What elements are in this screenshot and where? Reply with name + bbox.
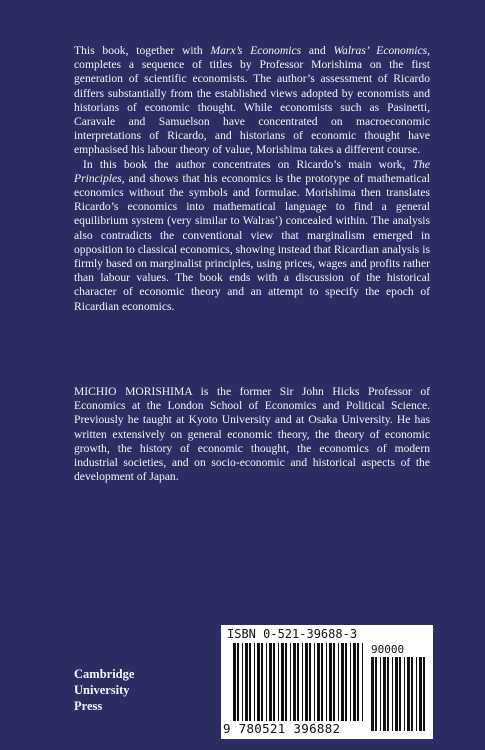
blurb-text: and [301, 44, 334, 57]
blurb-text: , completes a sequence of titles by Professor Morishima on the first generation of scientific economists. The author’s assessment of Ricardo differs substantially from the established views adopted by economists and historians of economic thought. While economists such as Pasinetti, Caravale and Samuelson have concentrated on macroeconomic interpretations of Ricardo, and historians of economic thought have emphasised his labour theory of value, Morishima takes a different course. [74, 44, 431, 157]
barcode-bar [278, 643, 279, 721]
barcode-bar [387, 657, 389, 731]
barcode-bar [345, 643, 347, 721]
barcode-label [221, 625, 433, 739]
barcode-bar [290, 643, 291, 721]
barcode-bar [237, 643, 239, 721]
book-title-marx: Marx’s Economics [210, 44, 302, 57]
barcode-bar [419, 657, 422, 731]
barcode-bar [326, 643, 327, 721]
barcode-bar [341, 643, 344, 721]
publisher-line-2: University [74, 683, 130, 697]
barcode-bar [233, 643, 236, 721]
barcode-bar [362, 643, 363, 721]
barcode-bar [338, 643, 339, 721]
barcode-bar [411, 657, 413, 731]
barcode-bar [321, 643, 323, 721]
barcode-bar [416, 657, 417, 731]
barcode-bar [269, 643, 272, 721]
barcode-bar [371, 657, 374, 731]
barcode-bar [242, 643, 243, 721]
author-bio-text: MICHIO MORISHIMA is the former Sir John Hicks Professor of Economics at the London School of Economics and Political Science. Previously he taught at Kyoto University and at Osaka University. He has written extensively on general economic theory, the theory of economic growth, the history of economic thought, the economics of modern industrial societies, and on socio-economic and historical aspects of the development of Japan. [74, 385, 430, 484]
barcode-bar [357, 643, 359, 721]
blurb-text: This book, together with [74, 44, 211, 57]
barcode-bar [302, 643, 303, 721]
barcode-bar [297, 643, 299, 721]
barcode-bar [245, 643, 248, 721]
blurb-paragraph-1 [74, 44, 430, 158]
blurb-text: In this book the author concentrates on Ricardo’s main work, [83, 157, 413, 171]
blurb [74, 44, 430, 314]
barcode-bar [317, 643, 320, 721]
blurb-paragraph-2 [74, 158, 430, 314]
barcode-bar [314, 643, 315, 721]
barcode-bar [353, 643, 356, 721]
barcode-bar [254, 643, 255, 721]
barcode-bar [266, 643, 267, 721]
barcode-bar [392, 657, 393, 731]
barcode-bar [380, 657, 381, 731]
ean-digits: 9 780521 396882 [223, 721, 341, 736]
isbn-text: ISBN 0-521-39688-3 [227, 627, 358, 641]
barcode-bar [404, 657, 405, 731]
book-title-principles: The Principles [74, 157, 430, 185]
barcode-bar [293, 643, 296, 721]
barcode-bar [375, 657, 377, 731]
barcode-bar [261, 643, 263, 721]
barcode-bar [309, 643, 311, 721]
barcode-bar [407, 657, 410, 731]
barcode-bar [423, 657, 425, 731]
book-title-walras: Walras’ Economics [333, 44, 428, 57]
publisher-logo [74, 666, 134, 714]
barcode-bar [395, 657, 398, 731]
barcode-bar [249, 643, 251, 721]
publisher-line-1: Cambridge [74, 667, 135, 681]
barcode-bar [281, 643, 284, 721]
barcode-bar [273, 643, 275, 721]
barcode-bar [257, 643, 260, 721]
barcode-bar [333, 643, 335, 721]
author-bio [74, 385, 430, 484]
barcode-bar [285, 643, 287, 721]
barcode-bar [399, 657, 401, 731]
barcode-bar [305, 643, 308, 721]
price-addon-digits: 90000 [371, 643, 405, 656]
publisher-line-3: Press [74, 699, 103, 713]
barcode-bar [350, 643, 351, 721]
barcode-bar [329, 643, 332, 721]
blurb-text: , and shows that his economics is the prototype of mathematical economics without the symbols and formulae. Morishima then translates Ricardo’s economics into mathematical language to find a general equilibrium system (very similar to Walras’) concealed within. The analysis also contradicts the conventional view that marginalism emerged in opposition to classical economics, showing instead that Ricardian analysis is firmly based on marginalist principles, using prices, wages and profits rather than labour values. The book ends with a discussion of the historical character of economic theory and an attempt to specify the epoch of Ricardian economics. [74, 171, 430, 313]
barcode-bar [383, 657, 386, 731]
